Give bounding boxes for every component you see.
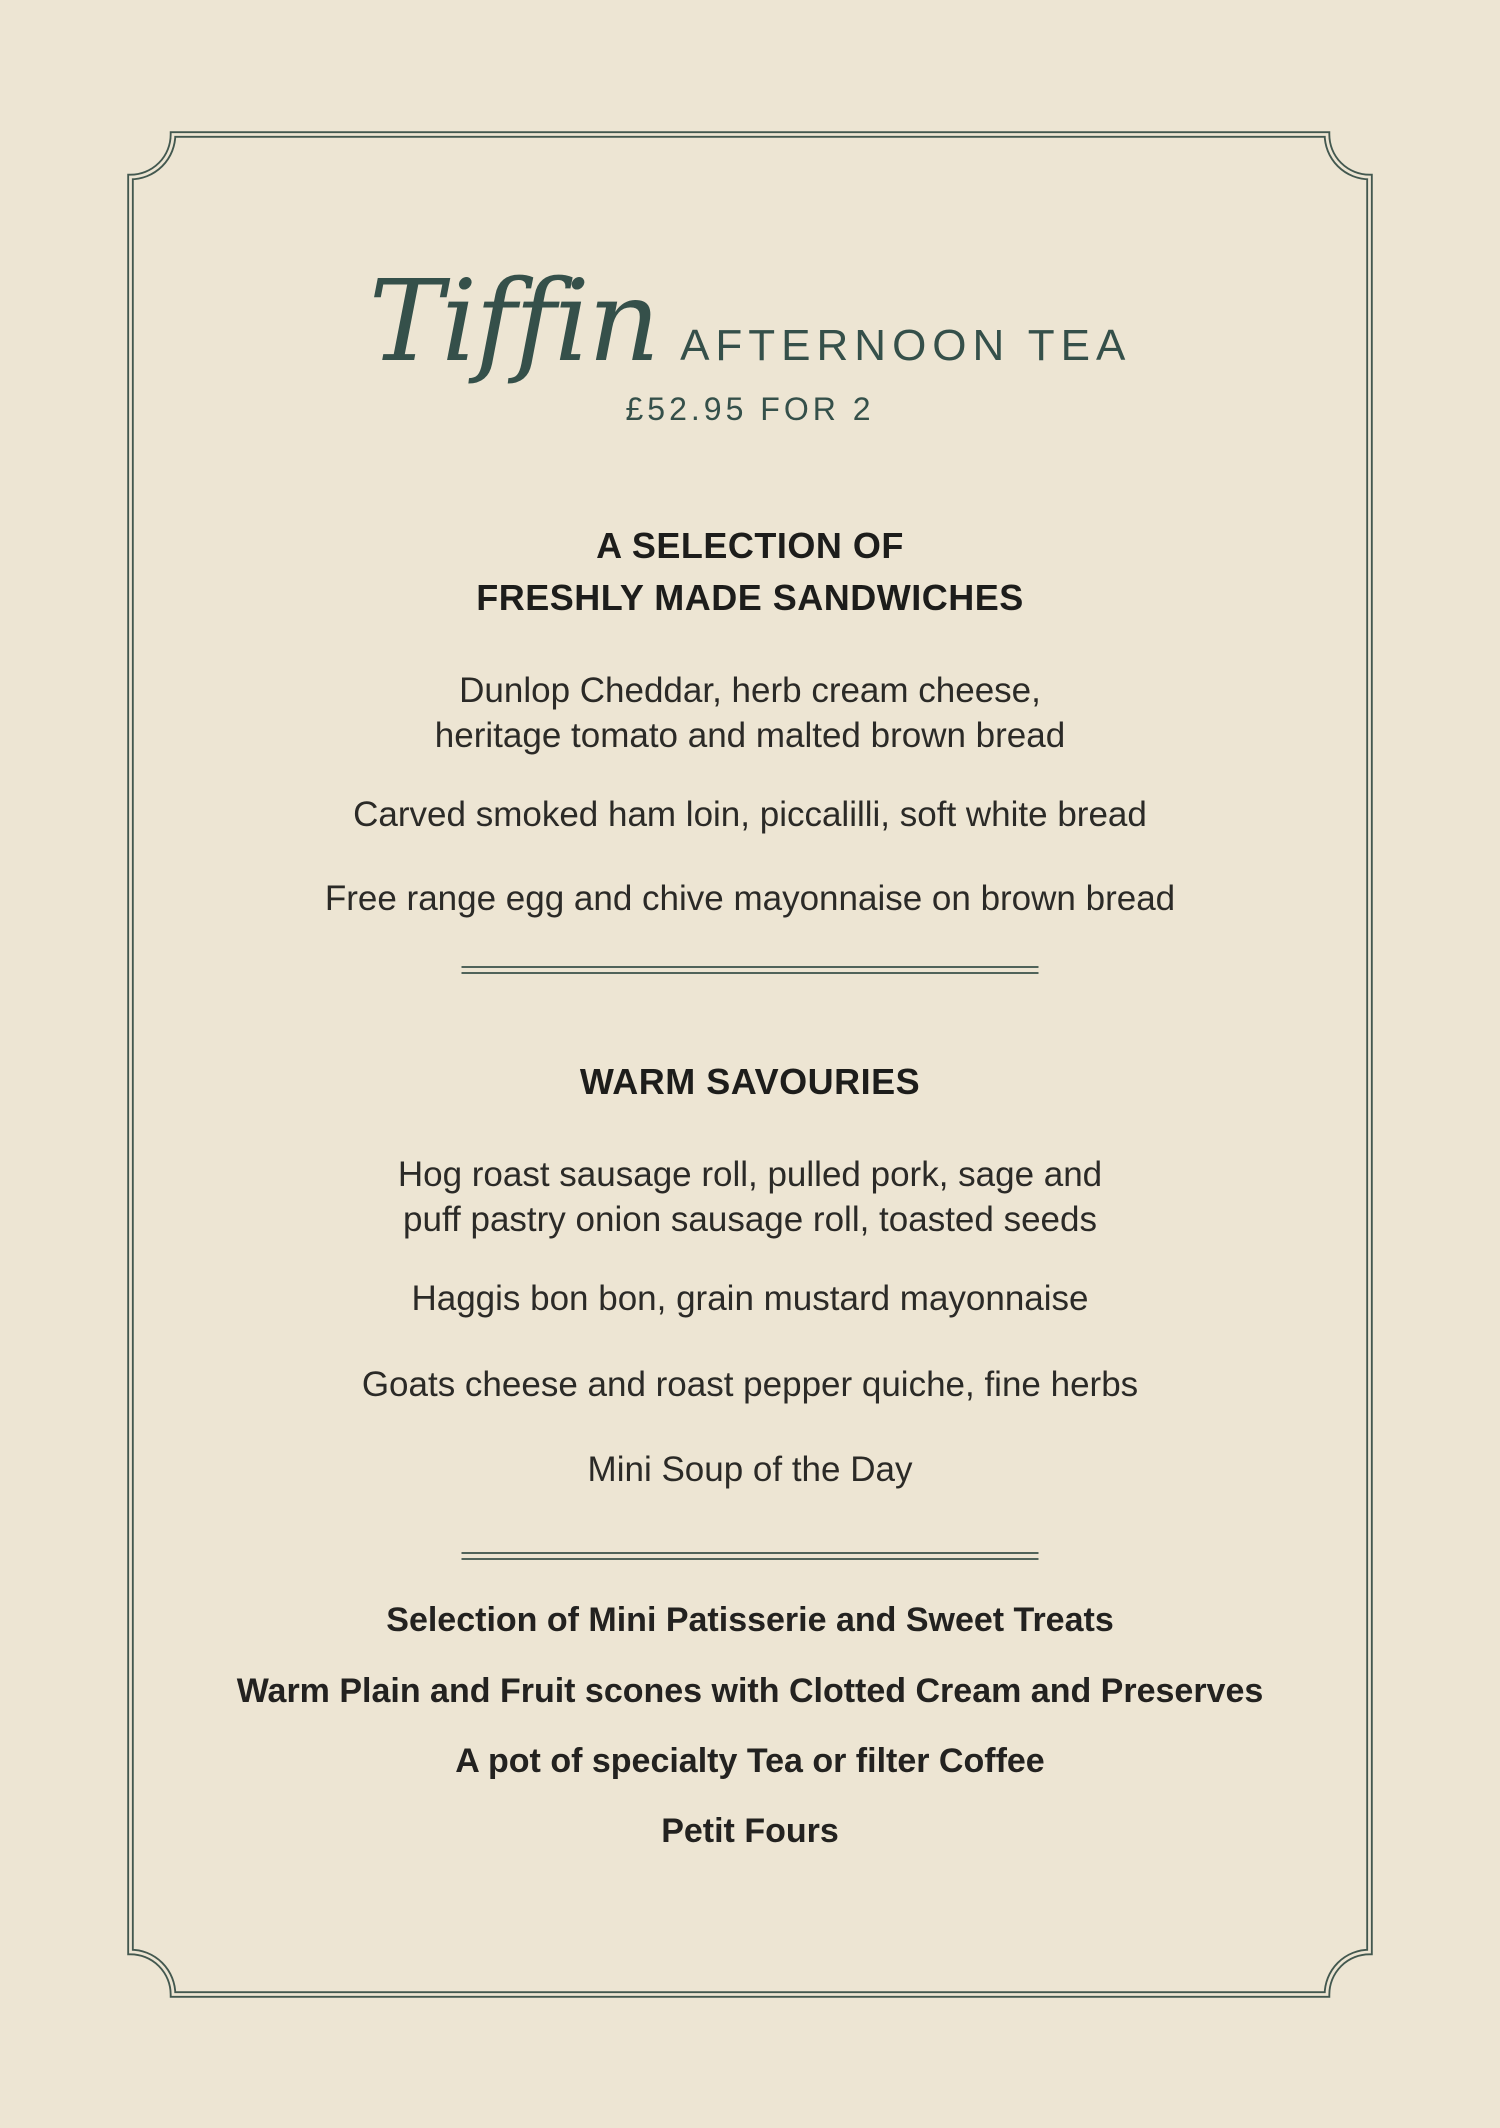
- brand-script-wordmark: Tiffin: [368, 257, 659, 387]
- menu-item-soup: [0, 1447, 1500, 1492]
- finale-item-petit-fours: Petit Fours: [661, 1812, 839, 1850]
- heading-line: FRESHLY MADE SANDWICHES: [476, 577, 1024, 618]
- menu-item-line: Free range egg and chive mayonnaise on brown bread: [324, 879, 1176, 918]
- finale-item-tea-coffee: A pot of specialty Tea or filter Coffee: [455, 1742, 1045, 1780]
- heading-line: A SELECTION OF: [596, 525, 904, 566]
- menu-item-line: puff pastry onion sausage roll, toasted seeds: [403, 1200, 1097, 1239]
- menu-item-line: Mini Soup of the Day: [587, 1450, 913, 1489]
- menu-item-quiche: [0, 1362, 1500, 1407]
- heading-line: WARM SAVOURIES: [579, 1061, 921, 1102]
- menu-item-line: Dunlop Cheddar, herb cream cheese,: [459, 671, 1041, 710]
- menu-item-ham: [0, 792, 1500, 837]
- section-divider: [462, 1552, 1039, 1560]
- menu-item-sausage-roll: [0, 1152, 1500, 1242]
- menu-item-line: Hog roast sausage roll, pulled pork, sage and: [397, 1155, 1103, 1194]
- menu-header: [0, 257, 1500, 387]
- section-heading-savouries: [0, 1056, 1500, 1108]
- menu-item-line: Goats cheese and roast pepper quiche, fine herbs: [361, 1365, 1139, 1404]
- menu-item-line: Carved smoked ham loin, piccalilli, soft white bread: [353, 795, 1147, 834]
- finale-item-scones: Warm Plain and Fruit scones with Clotted Cream and Preserves: [236, 1672, 1264, 1710]
- menu-item-haggis: [0, 1276, 1500, 1321]
- finale-item-patisserie: Selection of Mini Patisserie and Sweet Treats: [386, 1601, 1114, 1639]
- menu-price: £52.95 FOR 2: [625, 391, 875, 427]
- menu-item-line: Haggis bon bon, grain mustard mayonnaise: [411, 1279, 1089, 1318]
- section-divider: [462, 966, 1039, 974]
- menu-item-cheddar: [0, 668, 1500, 758]
- menu-item-egg: [0, 876, 1500, 921]
- menu-title: AFTERNOON TEA: [680, 321, 1132, 370]
- section-heading-sandwiches: [0, 520, 1500, 624]
- menu-item-line: heritage tomato and malted brown bread: [434, 716, 1066, 755]
